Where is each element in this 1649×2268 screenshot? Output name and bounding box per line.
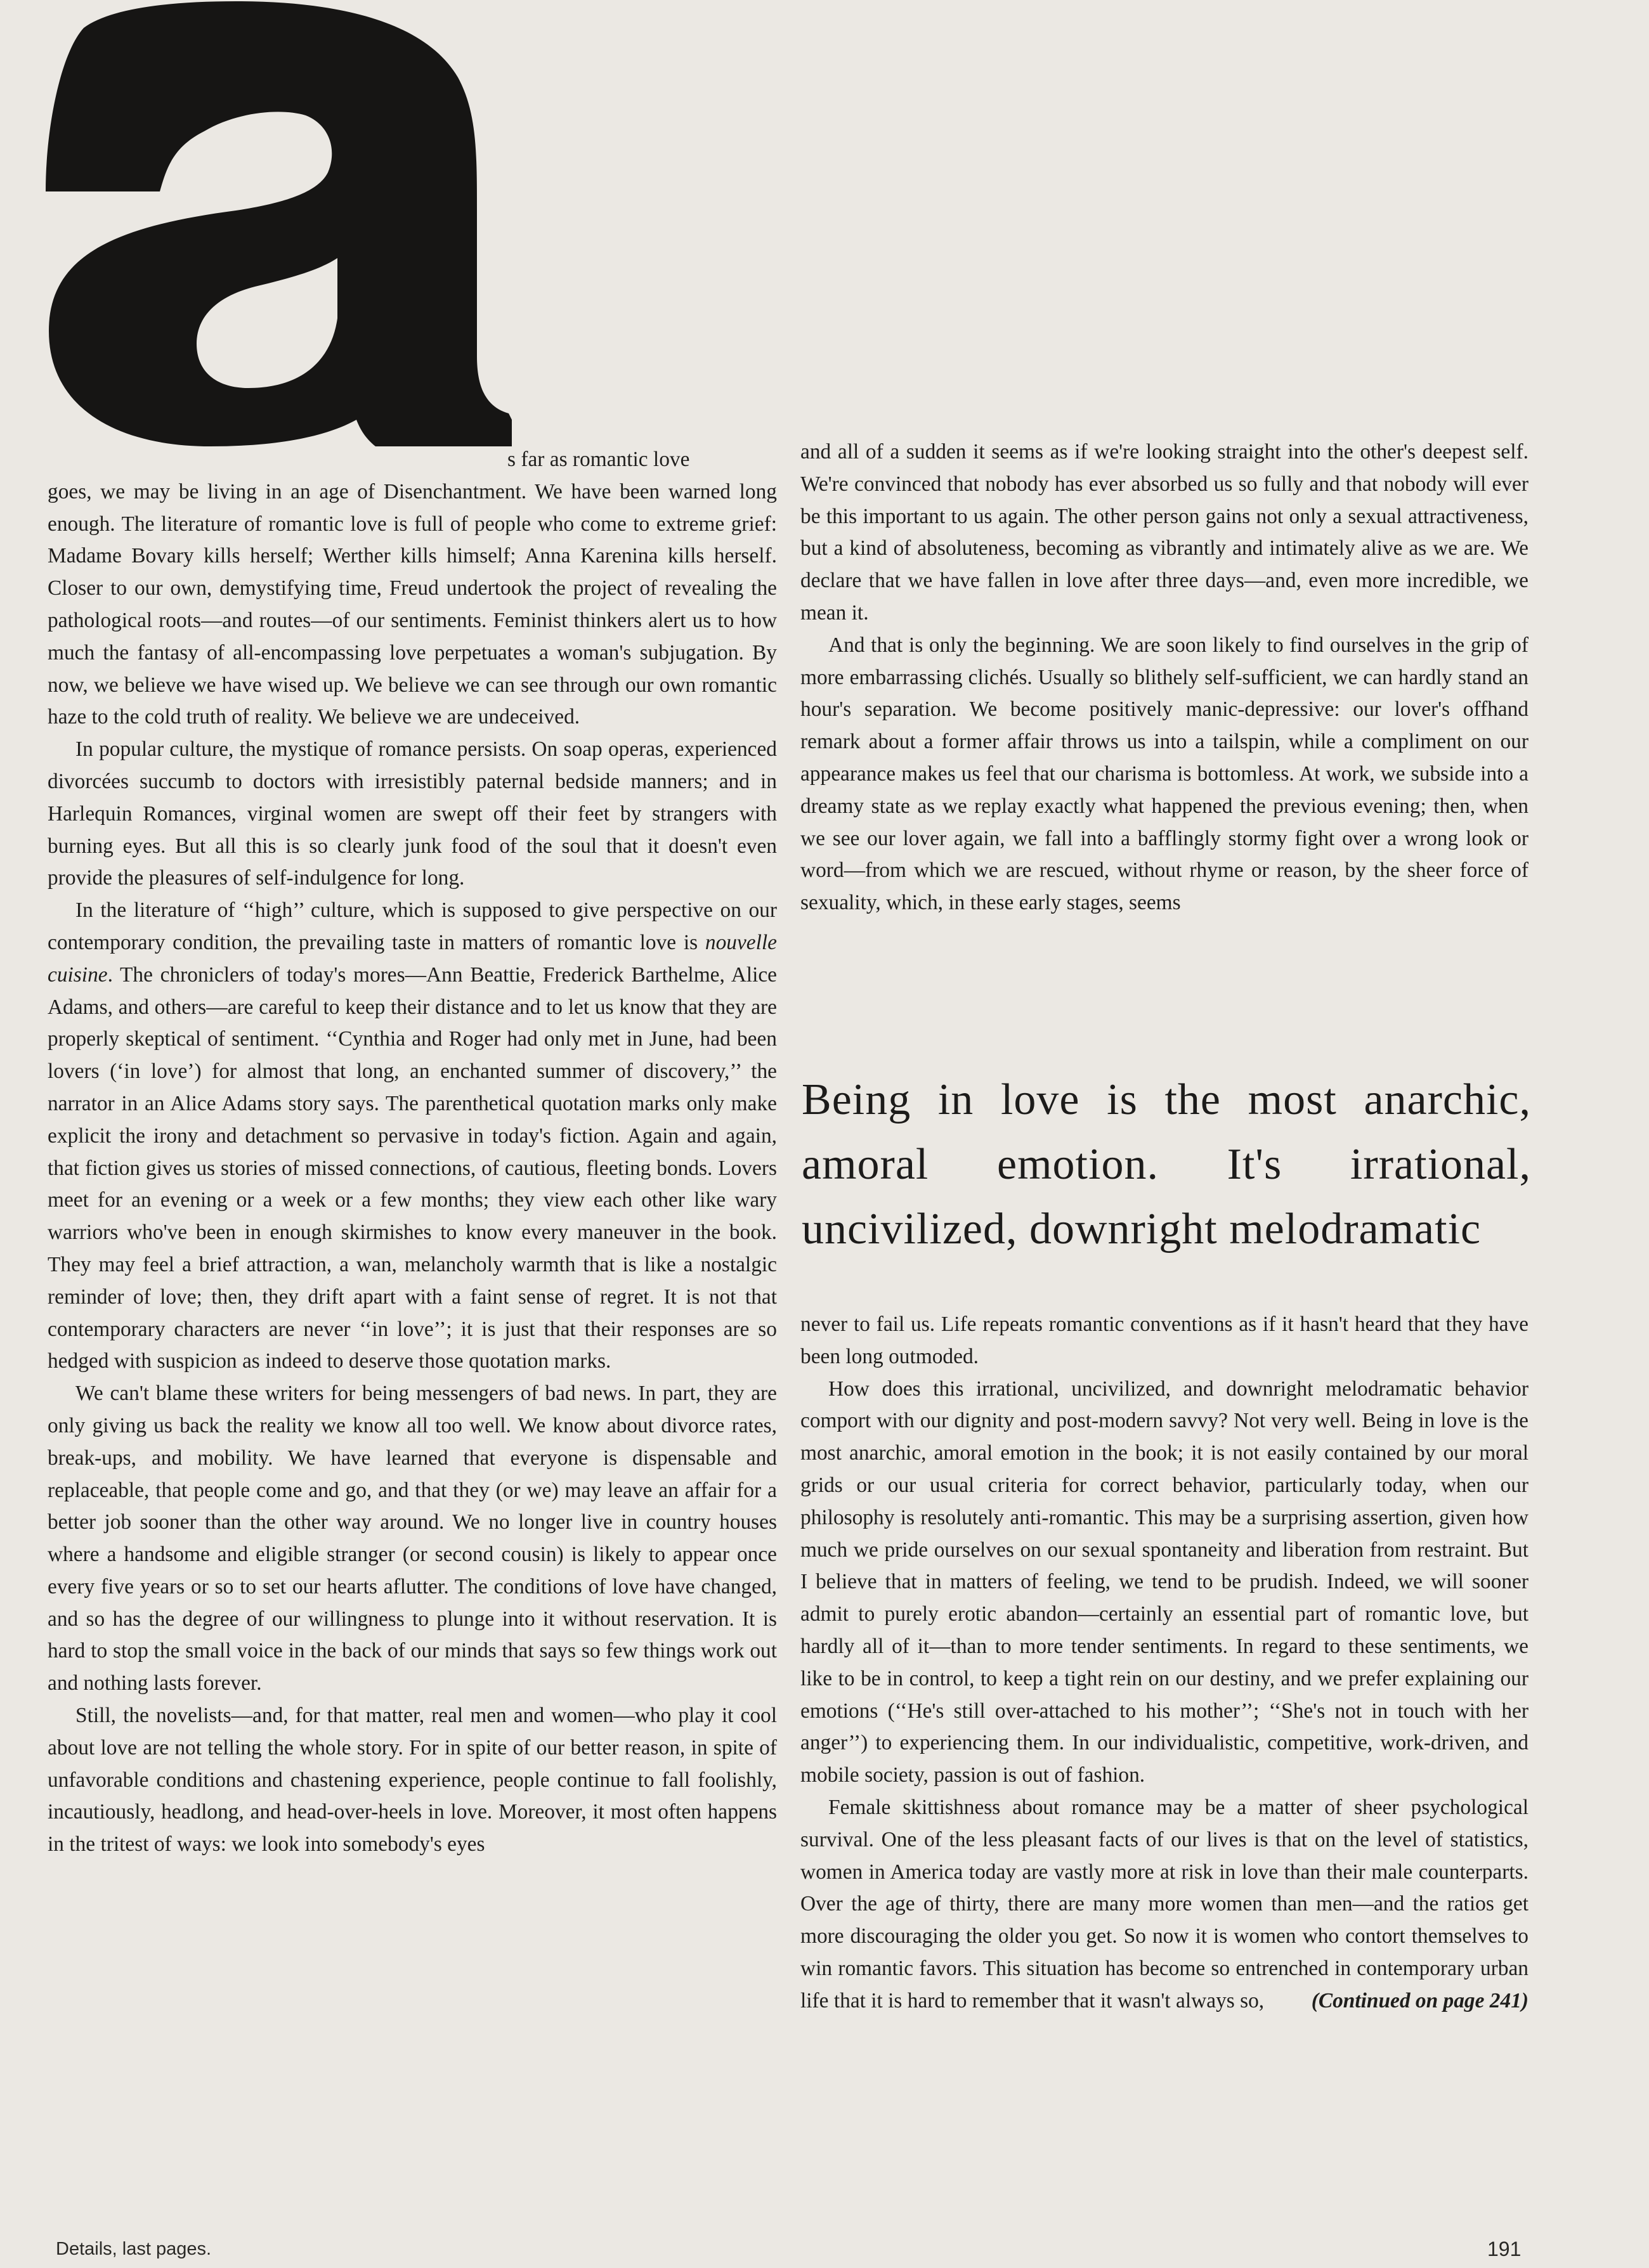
footer-source: Details, last pages.	[56, 2239, 212, 2259]
body-paragraph: Still, the novelists—and, for that matter, real men and women—who play it cool about love are not telling the whole story. For in spite of our better reason, in spite of unfavorable conditions and chastening experience, people continue to fall foolishly, incautiously, headlong, and head-over-heels in love. Moreover, it most often happens in the tritest of ways: we look into somebody's eyes	[48, 1704, 777, 1857]
opening-line: s far as romantic love	[507, 448, 690, 471]
drop-cap-letter	[46, 1, 515, 446]
page-number: 191	[1487, 2238, 1522, 2260]
body-paragraph	[800, 1792, 1528, 2018]
text-run: . The chroniclers of today's mores—Ann Beattie, Frederick Barthelme, Alice Adams, and others—are careful to keep their distance and to let us know that they are properly skeptical of sentiment. ‘‘Cynthia and Roger had only met in June, had been lovers (‘in love’) for almost that long, an enchanted summer of discovery,’’ the narrator in an Alice Adams story says. The parenthetical quotation marks only make explicit the irony and detachment so pervasive in today's fiction. Again and again, that fiction gives us stories of missed connections, of cautious, fleeting bonds. Lovers meet for an evening or a week or a few months; they view each other like wary warriors who've been in enough skirmishes to know every maneuver in the book. They may feel a brief attraction, a wan, melancholy warmth that is like a nostalgic reminder of love; then, they drift apart with a faint sense of regret. It is not that contemporary characters are never ‘‘in love’’; it is just that their responses are so hedged with suspicion as indeed to deserve those quotation marks.	[48, 962, 777, 1373]
text-run: In the literature of ‘‘high’’ culture, which is supposed to give perspective on our contemporary condition, the prevailing taste in matters of romantic love is	[48, 898, 777, 954]
body-paragraph: And that is only the beginning. We are soon likely to find ourselves in the grip of more embarrassing clichés. Usually so blithely self-sufficient, we can hardly stand an hour's separation. We become positively manic-depressive: our lover's offhand remark about a former affair throws us into a tailspin, while a compliment on our appearance makes us feel that our charisma is bottomless. At work, we subside into a dreamy state as we replay exactly what happened the previous evening; then, when we see our lover again, we fall into a bafflingly stormy fight over a wrong look or word—from which we are rescued, without rhyme or reason, by the sheer force of sexuality, which, in these early stages, seems	[800, 633, 1528, 915]
text-run: Female skittishness about romance may be a matter of sheer psychological survival. One of the less pleasant facts of our lives is that on the level of statistics, women in America today are vastly more at risk in love than their male counterparts. Over the age of thirty, there are many more women than men—and the ratios get more discouraging the older you get. So now it is women who contort themselves to win romantic favors. This situation has become so entrenched in contemporary urban life that it is hard to remember that it wasn't always so,	[800, 1795, 1528, 2012]
body-paragraph: In popular culture, the mystique of romance persists. On soap operas, experienced divorcées succumb to doctors with irresistibly paternal bedside manners; and in Harlequin Romances, virginal women are swept off their feet by strangers with burning eyes. But all this is so clearly junk food of the soul that it doesn't even provide the pleasures of self-indulgence for long.	[48, 737, 777, 890]
pull-quote: Being in love is the most anarchic, amoral emotion. It's irrational, uncivilized, downright melodramatic	[802, 1075, 1531, 1254]
body-paragraph: How does this irrational, uncivilized, and downright melodramatic behavior comport with our dignity and post-modern savvy? Not very well. Being in love is the most anarchic, amoral emotion in the book; it is not easily contained by our moral grids or our usual criteria for correct behavior, particularly today, when our philosophy is resolutely anti-romantic. This may be a surprising assertion, given how much we pride ourselves on our sexual spontaneity and liberation from restraint. But I believe that in matters of feeling, we tend to be prudish. Indeed, we will sooner admit to purely erotic abandon—certainly an essential part of romantic love, but hardly all of it—than to more tender sentiments. In regard to these sentiments, we like to be in control, to keep a tight rein on our destiny, and we prefer explaining our emotions (‘‘He's still over-attached to his mother’’; ‘‘She's not in touch with her anger’’) to experiencing them. In our individualistic, competitive, work-driven, and mobile society, passion is out of fashion.	[800, 1377, 1528, 1787]
body-paragraph: goes, we may be living in an age of Disenchantment. We have been warned long enough. The literature of romantic love is full of people who come to extreme grief: Madame Bovary kills herself; Werther kills himself; Anna Karenina kills herself. Closer to our own, demystifying time, Freud undertook the project of revealing the pathological roots—and routes—of our sentiments. Feminist thinkers alert us to how much the fantasy of all-encompassing love perpetuates a woman's subjugation. By now, we believe we have wised up. We believe we can see through our own romantic haze to the cold truth of reality. We believe we are undeceived.	[48, 479, 777, 729]
body-paragraph	[48, 895, 777, 1378]
body-paragraph: never to fail us. Life repeats romantic conventions as if it hasn't heard that they have been long outmoded.	[800, 1312, 1528, 1368]
continued-note: (Continued on page 241)	[1311, 1988, 1528, 2012]
italic-term: nouvelle cuisine	[48, 930, 777, 987]
body-paragraph: and all of a sudden it seems as if we're looking straight into the other's deepest self. We're convinced that nobody has ever absorbed us so fully and that nobody will ever be this important to us again. The other person gains not only a sexual attractiveness, but a kind of absoluteness, becoming as vibrantly and intimately alive as we are. We declare that we have fallen in love after three days—and, even more incredible, we mean it.	[800, 440, 1528, 625]
article-column-left	[48, 444, 777, 1861]
article-column-right-top	[800, 436, 1528, 919]
article-column-right-bottom	[800, 1309, 1528, 2018]
body-paragraph: We can't blame these writers for being messengers of bad news. In part, they are only giving us back the reality we know all too well. We know about divorce rates, break-ups, and mobility. We have learned that everyone is dispensable and replaceable, that people come and go, and that they (or we) may leave an affair for a better job sooner than the other way around. We no longer live in country houses where a handsome and eligible stranger (or second cousin) is likely to appear once every five years or so to set our hearts aflutter. The conditions of love have changed, and so has the degree of our willingness to plunge into it without reservation. It is hard to stop the small voice in the back of our minds that says so few things work out and nothing lasts forever.	[48, 1382, 777, 1695]
